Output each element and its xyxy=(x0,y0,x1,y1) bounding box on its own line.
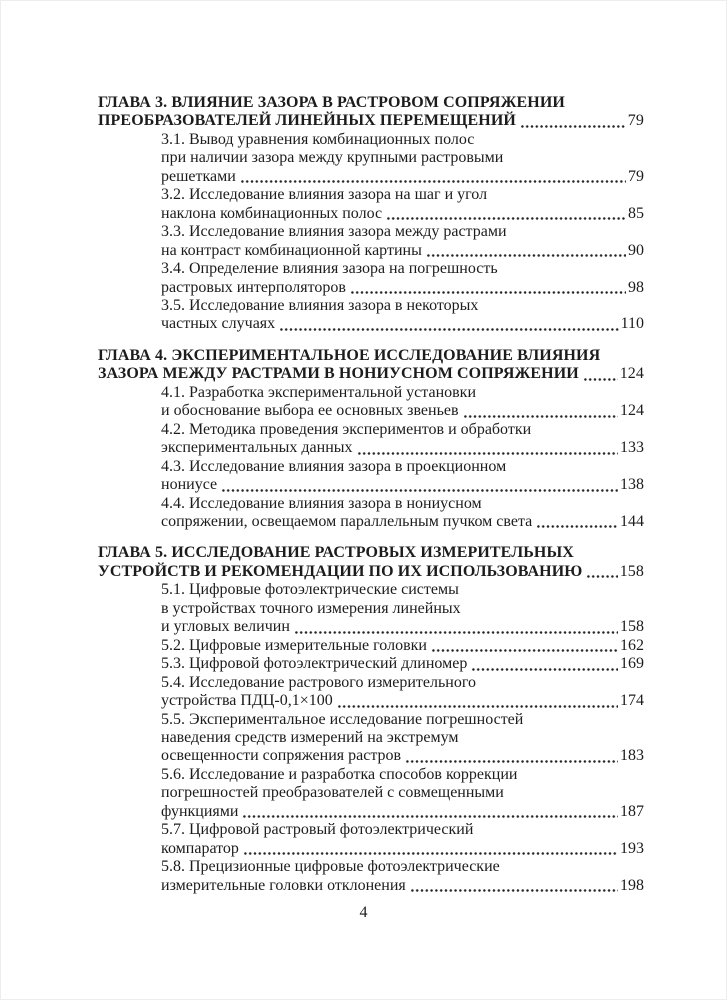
toc-entry-line: 3.4. Определение влияния зазора на погрешность xyxy=(161,260,498,278)
toc-entry-line xyxy=(161,205,644,223)
toc-entry-line-text: на контраст комбинационной картины xyxy=(161,241,422,259)
entry-page-number: 169 xyxy=(620,655,644,673)
toc-entry xyxy=(161,711,644,766)
toc-entry-line xyxy=(161,476,644,494)
toc-entry-line xyxy=(161,840,644,858)
toc-entry-line: 5.5. Экспериментальное исследование погрешностей xyxy=(161,710,524,728)
chapter-title-line: ГЛАВА 3. ВЛИЯНИЕ ЗАЗОРА В РАСТРОВОМ СОПРЯЖЕНИИ xyxy=(98,94,565,111)
dot-leader xyxy=(536,525,618,528)
toc-entry-line-text: функциями xyxy=(161,802,239,820)
toc-entry-line: 4.2. Методика проведения экспериментов и обработки xyxy=(161,420,532,438)
dot-leader xyxy=(242,815,618,818)
dot-leader xyxy=(337,705,618,708)
entry-page-number: 144 xyxy=(620,512,644,530)
toc-entry-line xyxy=(161,315,644,333)
dot-leader xyxy=(463,415,618,418)
toc-entry xyxy=(161,131,644,186)
toc-entry-line: 5.7. Цифровой растровый фотоэлектрический xyxy=(161,821,474,839)
toc-entry-line xyxy=(161,637,644,655)
toc-entry-line-text: решетками xyxy=(161,167,236,185)
chapter-title xyxy=(98,347,644,384)
toc-entry-line-text: компаратор xyxy=(161,839,239,857)
toc-entry-line-text: устройства ПДЦ-0,1×100 xyxy=(161,692,333,710)
entry-page-number: 133 xyxy=(620,439,644,457)
toc-entry-line: погрешностей преобразователей с совмещенными xyxy=(161,784,504,802)
toc-entry xyxy=(161,581,644,636)
dot-leader xyxy=(221,489,618,492)
chapter-title-line xyxy=(98,112,644,130)
entry-page-number: 98 xyxy=(628,278,644,296)
toc-entry xyxy=(161,223,644,260)
entry-page-number: 138 xyxy=(620,476,644,494)
toc-entry-line-text: растровых интерполяторов xyxy=(161,278,346,296)
toc-entry-line-text: сопряжении, освещаемом параллельным пучком света xyxy=(161,512,533,530)
toc-entry-line-text: и обоснование выбора ее основных звеньев xyxy=(161,402,459,420)
toc-entry-line xyxy=(161,402,644,420)
dot-leader xyxy=(471,668,618,671)
chapter-title xyxy=(98,544,644,581)
toc-entry-line: 3.5. Исследование влияния зазора в некоторых xyxy=(161,296,479,314)
toc-entry-line: 4.4. Исследование влияния зазора в нониусном xyxy=(161,494,482,512)
entry-page-number: 198 xyxy=(620,876,644,894)
toc-entry xyxy=(161,655,644,673)
toc-entry-line: 3.1. Вывод уравнения комбинационных полос xyxy=(161,130,475,148)
entry-page-number: 162 xyxy=(620,636,644,654)
toc-entry-line xyxy=(161,692,644,710)
chapter-title-line-text: ПРЕОБРАЗОВАТЕЛЕЙ ЛИНЕЙНЫХ ПЕРЕМЕЩЕНИЙ xyxy=(98,112,516,130)
toc-entry-line-text: 5.2. Цифровые измерительные головки xyxy=(161,636,427,654)
toc-entry xyxy=(161,495,644,532)
entry-page-number: 158 xyxy=(620,618,644,636)
page-number: 4 xyxy=(359,904,368,921)
chapter-page-number: 124 xyxy=(619,365,644,383)
toc-entry-line-text: 5.3. Цифровой фотоэлектрический длиномер xyxy=(161,655,468,673)
toc-entry-line-text: экспериментальных данных xyxy=(161,439,353,457)
dot-leader xyxy=(426,254,626,257)
dot-leader xyxy=(410,889,618,892)
toc-chapter xyxy=(98,94,644,334)
toc-entry-line-text: нониусе xyxy=(161,476,218,494)
toc-entry xyxy=(161,637,644,655)
toc-entry xyxy=(161,384,644,421)
toc-entry-line: в устройствах точного измерения линейных xyxy=(161,599,461,617)
toc-entry-line-text: освещенности сопряжения растров xyxy=(161,747,402,765)
toc-entry-line xyxy=(161,803,644,821)
toc-entry xyxy=(161,674,644,711)
toc-entry-line: 5.1. Цифровые фотоэлектрические системы xyxy=(161,581,459,599)
dot-leader xyxy=(357,452,619,455)
toc-chapter xyxy=(98,347,644,532)
toc-entry-line: 3.2. Исследование влияния зазора на шаг и угол xyxy=(161,186,488,204)
toc-entry-line xyxy=(161,242,644,260)
chapter-title-line xyxy=(98,365,644,383)
toc-entry xyxy=(161,458,644,495)
dot-leader xyxy=(586,575,617,578)
toc-entry xyxy=(161,297,644,334)
toc-entry-line-text: частных случаях xyxy=(161,315,276,333)
dot-leader xyxy=(405,760,618,763)
toc-entry-line xyxy=(161,618,644,636)
chapter-page-number: 79 xyxy=(627,112,644,130)
toc-entry-line xyxy=(161,877,644,895)
chapter-title-line: ГЛАВА 5. ИССЛЕДОВАНИЕ РАСТРОВЫХ ИЗМЕРИТЕЛЬНЫХ xyxy=(98,544,574,562)
toc-entry-line-text: и угловых величин xyxy=(161,618,290,636)
chapter-sections xyxy=(98,384,644,532)
dot-leader xyxy=(240,180,626,183)
toc-entry-line-text: наклона комбинационных полос xyxy=(161,204,383,222)
chapter-sections xyxy=(98,131,644,334)
chapter-title xyxy=(98,94,644,131)
toc-entry-line: 4.3. Исследование влияния зазора в проекционном xyxy=(161,457,507,475)
toc-entry xyxy=(161,421,644,458)
entry-page-number: 174 xyxy=(620,692,644,710)
toc-entry xyxy=(161,260,644,297)
toc-entry-line: 4.1. Разработка экспериментальной установки xyxy=(161,383,477,401)
toc-entry xyxy=(161,766,644,821)
toc-entry-line xyxy=(161,168,644,186)
entry-page-number: 110 xyxy=(620,315,644,333)
toc-entry-line: 5.4. Исследование растрового измерительного xyxy=(161,673,476,691)
toc-entry xyxy=(161,858,644,895)
toc-entry-line: наведения средств измерений на экстремум xyxy=(161,728,459,746)
toc-entry xyxy=(161,821,644,858)
toc-entry-line: 5.8. Прецизионные цифровые фотоэлектрические xyxy=(161,858,500,876)
entry-page-number: 90 xyxy=(628,241,644,259)
dot-leader xyxy=(243,852,618,855)
chapter-title-line xyxy=(98,563,644,581)
chapter-title-line: ГЛАВА 4. ЭКСПЕРИМЕНТАЛЬНОЕ ИССЛЕДОВАНИЕ ВЛИЯНИЯ xyxy=(98,346,601,364)
toc-entry-line-text: измерительные головки отклонения xyxy=(161,876,406,894)
chapter-title-line-text: УСТРОЙСТВ И РЕКОМЕНДАЦИИ ПО ИХ ИСПОЛЬЗОВАНИЮ xyxy=(98,562,583,580)
entry-page-number: 124 xyxy=(620,402,644,420)
toc-entry xyxy=(161,186,644,223)
chapter-sections xyxy=(98,581,644,895)
toc-entry-line: 3.3. Исследование влияния зазора между растрами xyxy=(161,223,507,241)
toc-entry-line xyxy=(161,279,644,297)
toc-entry-line xyxy=(161,439,644,457)
dot-leader xyxy=(386,217,626,220)
toc-entry-line: при наличии зазора между крупными растровыми xyxy=(161,149,504,167)
toc-entry-line: 5.6. Исследование и разработка способов коррекции xyxy=(161,765,518,783)
dot-leader xyxy=(294,631,618,634)
dot-leader xyxy=(583,378,618,381)
dot-leader xyxy=(520,125,626,128)
table-of-contents xyxy=(98,94,644,895)
entry-page-number: 85 xyxy=(628,204,644,222)
chapter-title-line-text: ЗАЗОРА МЕЖДУ РАСТРАМИ В НОНИУСНОМ СОПРЯЖЕНИИ xyxy=(98,365,579,383)
entry-page-number: 187 xyxy=(620,802,644,820)
dot-leader xyxy=(350,291,626,294)
dot-leader xyxy=(279,328,618,331)
entry-page-number: 183 xyxy=(620,747,644,765)
toc-entry-line xyxy=(161,655,644,673)
chapter-page-number: 158 xyxy=(619,562,644,580)
toc-chapter xyxy=(98,544,644,895)
entry-page-number: 79 xyxy=(628,167,644,185)
dot-leader xyxy=(431,649,618,652)
toc-entry-line xyxy=(161,513,644,531)
entry-page-number: 193 xyxy=(620,839,644,857)
toc-entry-line xyxy=(161,747,644,765)
